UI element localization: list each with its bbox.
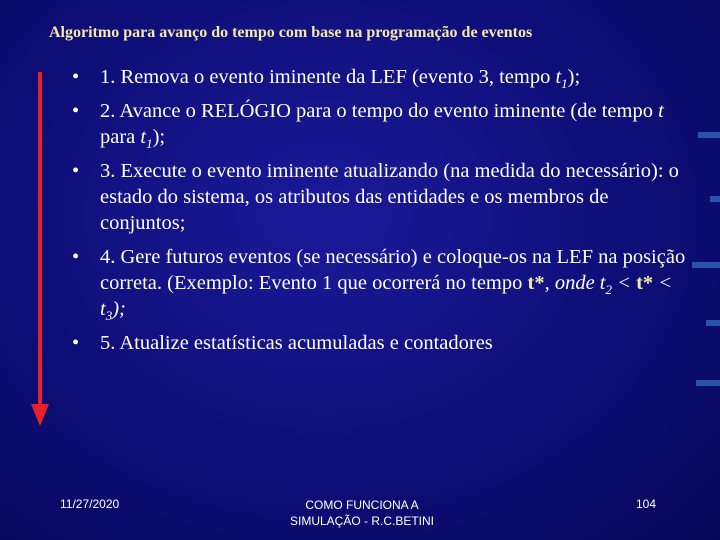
footer-title: COMO FUNCIONA A SIMULAÇÃO - R.C.BETINI (289, 498, 435, 528)
decorative-stripe (706, 320, 720, 326)
list-item: • 4. Gere futuros eventos (se necessário) e coloque-os na LEF na posição correta. (Exemplo: Evento 1 que ocorrerá no tempo t*, onde $t_2 < t* < t_3$); (72, 246, 686, 324)
slide-title: Algoritmo para avanço do tempo com base na programação de eventos (49, 24, 533, 41)
list-item: • 5. Atualize estatísticas acumuladas e contadores (72, 332, 493, 354)
list-item: • 1. Remova o evento iminente da LEF (evento 3, tempo $t_1$); (72, 66, 581, 92)
decorative-stripe (696, 380, 720, 386)
list-item: • 3. Execute o evento iminente atualizando (na medida do necessário): o estado do sistema, os atributos das entidades e os membros de conjuntos; (72, 160, 679, 234)
page-number: 104 (636, 497, 657, 511)
list-item: • 2. Avance o RELÓGIO para o tempo do evento iminente (de tempo t para $t_1$); (72, 100, 664, 152)
bullet-icon: • (72, 66, 80, 88)
decorative-stripe (710, 196, 720, 202)
bullet-list (72, 64, 692, 364)
footer-date: 11/27/2020 (60, 497, 120, 511)
bullet-icon: • (72, 160, 80, 182)
timeline-arrow-shaft (38, 72, 42, 408)
bullet-icon: • (72, 246, 80, 268)
timeline-arrow-head (31, 404, 49, 426)
decorative-stripe (692, 262, 720, 268)
bullet-icon: • (72, 100, 80, 122)
decorative-stripe (698, 132, 720, 138)
bullet-icon: • (72, 332, 80, 354)
